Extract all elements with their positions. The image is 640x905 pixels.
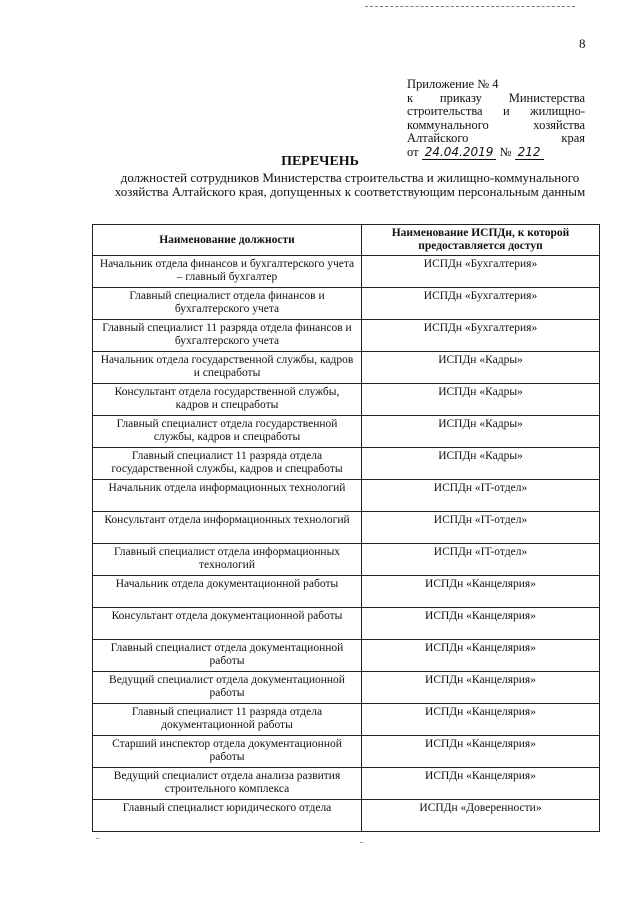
appendix-line: Приложение № 4 xyxy=(407,77,499,91)
position-cell: Начальник отдела финансов и бухгалтерского учета – главный бухгалтер xyxy=(93,256,362,288)
system-cell: ИСПДн «Кадры» xyxy=(362,352,600,384)
system-cell: ИСПДн «Бухгалтерия» xyxy=(362,256,600,288)
position-cell: Главный специалист 11 разряда отдела документационной работы xyxy=(93,704,362,736)
system-cell: ИСПДн «Доверенности» xyxy=(362,800,600,832)
page-number: 8 xyxy=(579,36,586,51)
table-row xyxy=(93,448,600,480)
handwritten-number: 212 xyxy=(515,145,544,160)
table-row xyxy=(93,704,600,736)
table-row xyxy=(93,576,600,608)
table-row xyxy=(93,544,600,576)
table-row xyxy=(93,640,600,672)
position-cell: Начальник отдела документационной работы xyxy=(93,576,362,608)
system-cell: ИСПДн «Канцелярия» xyxy=(362,768,600,800)
system-cell: ИСПДн «Канцелярия» xyxy=(362,704,600,736)
system-cell: ИСПДн «Кадры» xyxy=(362,448,600,480)
table-row xyxy=(93,512,600,544)
number-prefix: № xyxy=(499,144,512,159)
appendix-line: к приказу Министерства xyxy=(407,90,585,105)
position-cell: Главный специалист юридического отдела xyxy=(93,800,362,832)
appendix-line: Алтайского края xyxy=(407,131,585,145)
table-row xyxy=(93,736,600,768)
table-row xyxy=(93,416,600,448)
position-cell: Консультант отдела государственной службы, кадров и спецработы xyxy=(93,384,362,416)
table-row xyxy=(93,672,600,704)
position-cell: Главный специалист 11 разряда отдела финансов и бухгалтерского учета xyxy=(93,320,362,352)
position-cell: Главный специалист 11 разряда отдела государственной службы, кадров и спецработы xyxy=(93,448,362,480)
date-prefix: от xyxy=(407,144,419,159)
position-cell: Ведущий специалист отдела документационной работы xyxy=(93,672,362,704)
table-row xyxy=(93,352,600,384)
table-header-row xyxy=(93,225,600,256)
system-cell: ИСПДн «Канцелярия» xyxy=(362,736,600,768)
position-cell: Ведущий специалист отдела анализа развития строительного комплекса xyxy=(93,768,362,800)
system-cell: ИСПДн «Бухгалтерия» xyxy=(362,320,600,352)
appendix-block xyxy=(407,78,585,159)
appendix-line: коммунального хозяйства xyxy=(407,117,585,132)
table-row xyxy=(93,288,600,320)
system-cell: ИСПДн «Бухгалтерия» xyxy=(362,288,600,320)
document-heading: ПЕРЕЧЕНЬ xyxy=(281,154,359,169)
system-cell: ИСПДн «IT-отдел» xyxy=(362,544,600,576)
position-cell: Главный специалист отдела документационной работы xyxy=(93,640,362,672)
system-cell: ИСПДн «Канцелярия» xyxy=(362,608,600,640)
handwritten-date: 24.04.2019 xyxy=(422,145,497,160)
top-scan-line xyxy=(365,6,575,7)
system-cell: ИСПДн «Канцелярия» xyxy=(362,576,600,608)
table-row xyxy=(93,320,600,352)
position-cell: Главный специалист отдела информационных технологий xyxy=(93,544,362,576)
appendix-line: строительства и жилищно- xyxy=(407,104,585,118)
position-cell: Главный специалист отдела финансов и бухгалтерского учета xyxy=(93,288,362,320)
table-row xyxy=(93,384,600,416)
table-row xyxy=(93,608,600,640)
position-cell: Консультант отдела информационных технологий xyxy=(93,512,362,544)
header-position: Наименование должности xyxy=(93,225,362,256)
system-cell: ИСПДн «Канцелярия» xyxy=(362,672,600,704)
position-cell: Начальник отдела информационных технологий xyxy=(93,480,362,512)
scan-speck xyxy=(360,842,363,843)
system-cell: ИСПДн «Канцелярия» xyxy=(362,640,600,672)
position-cell: Старший инспектор отдела документационной работы xyxy=(93,736,362,768)
system-cell: ИСПДн «IT-отдел» xyxy=(362,480,600,512)
table-row xyxy=(93,480,600,512)
positions-table xyxy=(92,224,600,832)
document-subtitle: должностей сотрудников Министерства строительства и жилищно-коммунального хозяйства Алтайского края, допущенных к соответствующим персональным данным xyxy=(114,170,586,199)
system-cell: ИСПДн «Кадры» xyxy=(362,416,600,448)
system-cell: ИСПДн «IT-отдел» xyxy=(362,512,600,544)
table-row xyxy=(93,800,600,832)
position-cell: Начальник отдела государственной службы, кадров и спецработы xyxy=(93,352,362,384)
header-system: Наименование ИСПДн, к которой предоставляется доступ xyxy=(362,225,600,256)
table-row xyxy=(93,256,600,288)
scan-speck xyxy=(96,838,99,839)
position-cell: Консультант отдела документационной работы xyxy=(93,608,362,640)
position-cell: Главный специалист отдела государственной службы, кадров и спецработы xyxy=(93,416,362,448)
system-cell: ИСПДн «Кадры» xyxy=(362,384,600,416)
table-row xyxy=(93,768,600,800)
